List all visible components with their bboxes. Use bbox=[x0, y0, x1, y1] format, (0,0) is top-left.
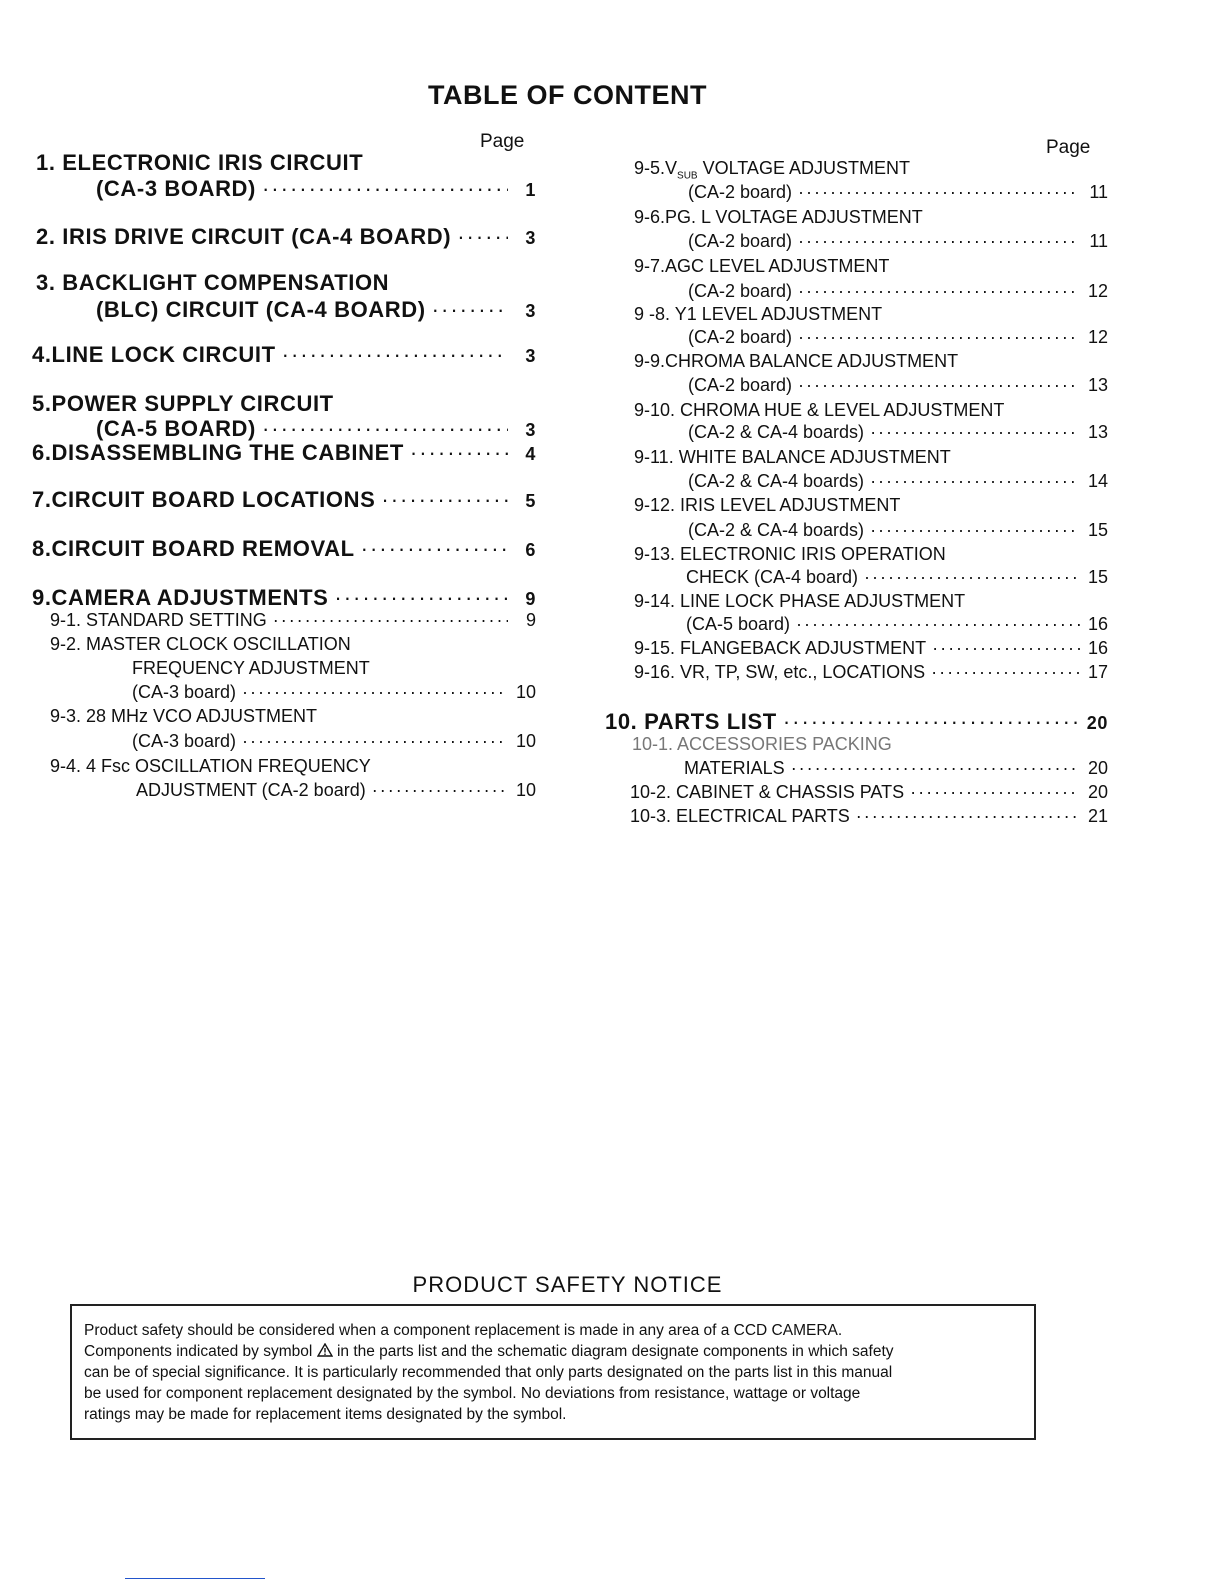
safety-notice-box bbox=[70, 1304, 1036, 1440]
toc-entry-9-10-board: (CA-2 & CA-4 boards) ····· 13 bbox=[688, 422, 1108, 443]
notice-line-2: Components indicated by symbol in the parts list and the schematic diagram designate components in which safety bbox=[84, 1343, 894, 1360]
toc-entry-9-12-board: (CA-2 & CA-4 boards) ····· 15 bbox=[688, 520, 1108, 541]
footer-rule bbox=[125, 1578, 265, 1579]
toc-entry-9-13: 9-13. ELECTRONIC IRIS OPERATION bbox=[634, 544, 946, 564]
toc-entry-10: 10. PARTS LIST ····· 20 bbox=[605, 709, 1108, 735]
toc-entry-1: 1. ELECTRONIC IRIS CIRCUIT bbox=[36, 150, 364, 175]
toc-entry-9-9: 9-9.CHROMA BALANCE ADJUSTMENT bbox=[634, 351, 959, 371]
toc-entry-7: 7.CIRCUIT BOARD LOCATIONS ····· 5 bbox=[32, 487, 536, 513]
toc-entry-10-1: 10-1. ACCESSORIES PACKING bbox=[632, 734, 892, 754]
toc-entry-8: 8.CIRCUIT BOARD REMOVAL ····· 6 bbox=[32, 536, 536, 562]
toc-entry-9-5-board: (CA-2 board) ····· 11 bbox=[688, 182, 1108, 203]
toc-entry-9-14-board: (CA-5 board) ····· 16 bbox=[686, 614, 1108, 635]
toc-entry-3: 3. BACKLIGHT COMPENSATION bbox=[36, 270, 390, 295]
toc-entry-2: 2. IRIS DRIVE CIRCUIT (CA-4 BOARD) ····· 3 bbox=[36, 224, 536, 250]
toc-entry-1-board: (CA-3 BOARD) ····· 1 bbox=[96, 176, 536, 202]
toc-entry-9-7-board: (CA-2 board) ····· 12 bbox=[688, 281, 1108, 302]
toc-entry-6: 6.DISASSEMBLING THE CABINET ····· 4 bbox=[32, 440, 536, 466]
toc-entry-9-8-board: (CA-2 board) ····· 12 bbox=[688, 327, 1108, 348]
toc-entry-9-16: 9-16. VR, TP, SW, etc., LOCATIONS ····· 17 bbox=[634, 662, 1108, 683]
toc-entry-9-14: 9-14. LINE LOCK PHASE ADJUSTMENT bbox=[634, 591, 966, 611]
toc-entry-9-9-board: (CA-2 board) ····· 13 bbox=[688, 375, 1108, 396]
toc-entry-9-13-board: CHECK (CA-4 board) ····· 15 bbox=[686, 567, 1108, 588]
toc-entry-9-11-board: (CA-2 & CA-4 boards) ····· 14 bbox=[688, 471, 1108, 492]
toc-entry-9-6: 9-6.PG. L VOLTAGE ADJUSTMENT bbox=[634, 207, 923, 227]
toc-entry-9-8: 9 -8. Y1 LEVEL ADJUSTMENT bbox=[634, 304, 883, 324]
page-title: TABLE OF CONTENT bbox=[428, 80, 707, 110]
toc-entry-9-6-board: (CA-2 board) ····· 11 bbox=[688, 231, 1108, 252]
toc-entry-9-11: 9-11. WHITE BALANCE ADJUSTMENT bbox=[634, 447, 951, 467]
safety-notice-title: PRODUCT SAFETY NOTICE bbox=[412, 1272, 723, 1297]
toc-entry-9-2-line2: FREQUENCY ADJUSTMENT bbox=[132, 658, 370, 678]
left-page-header: Page bbox=[480, 131, 525, 152]
notice-line-4: be used for component replacement designated by the symbol. No deviations from resistance, wattage or voltage bbox=[84, 1385, 861, 1402]
toc-entry-9-3-board: (CA-3 board) ····· 10 bbox=[132, 731, 536, 752]
toc-entry-9-12: 9-12. IRIS LEVEL ADJUSTMENT bbox=[634, 495, 901, 515]
toc-entry-9-4: 9-4. 4 Fsc OSCILLATION FREQUENCY bbox=[50, 756, 371, 776]
toc-entry-9-5: $9-5.V_{SUB}$ VOLTAGE ADJUSTMENT bbox=[634, 158, 910, 182]
toc-entry-10-1-line2: MATERIALS ····· 20 bbox=[684, 758, 1108, 779]
toc-entry-5: 5.POWER SUPPLY CIRCUIT bbox=[32, 391, 334, 416]
toc-entry-9-2: 9-2. MASTER CLOCK OSCILLATION bbox=[50, 634, 351, 654]
notice-line-3: can be of special significance. It is particularly recommended that only parts designated on the parts list in this manual bbox=[84, 1364, 893, 1381]
right-page-header: Page bbox=[1046, 137, 1091, 158]
notice-line-1: Product safety should be considered when a component replacement is made in any area of a CCD CAMERA. bbox=[84, 1322, 843, 1339]
toc-entry-9: 9.CAMERA ADJUSTMENTS ····· 9 bbox=[32, 585, 536, 611]
toc-entry-9-1: 9-1. STANDARD SETTING ····· 9 bbox=[50, 610, 536, 631]
toc-entry-10-3: 10-3. ELECTRICAL PARTS ····· 21 bbox=[630, 806, 1108, 827]
toc-entry-10-2: 10-2. CABINET & CHASSIS PATS ····· 20 bbox=[630, 782, 1108, 803]
toc-entry-9-3: 9-3. 28 MHz VCO ADJUSTMENT bbox=[50, 706, 318, 726]
toc-entry-9-15: 9-15. FLANGEBACK ADJUSTMENT ····· 16 bbox=[634, 638, 1108, 659]
toc-entry-9-7: 9-7.AGC LEVEL ADJUSTMENT bbox=[634, 256, 890, 276]
toc-entry-3-board: (BLC) CIRCUIT (CA-4 BOARD) ····· 3 bbox=[96, 297, 536, 323]
toc-entry-9-10: 9-10. CHROMA HUE & LEVEL ADJUSTMENT bbox=[634, 400, 1005, 420]
toc-entry-5-board: (CA-5 BOARD) ····· 3 bbox=[96, 416, 536, 442]
toc-entry-9-2-board: (CA-3 board) ····· 10 bbox=[132, 682, 536, 703]
toc-entry-9-4-board: ADJUSTMENT (CA-2 board) ····· 10 bbox=[136, 780, 536, 801]
warning-triangle-icon bbox=[317, 1343, 333, 1357]
toc-entry-4: 4.LINE LOCK CIRCUIT ····· 3 bbox=[32, 342, 536, 368]
notice-line-5: ratings may be made for replacement items designated by the symbol. bbox=[84, 1406, 567, 1423]
